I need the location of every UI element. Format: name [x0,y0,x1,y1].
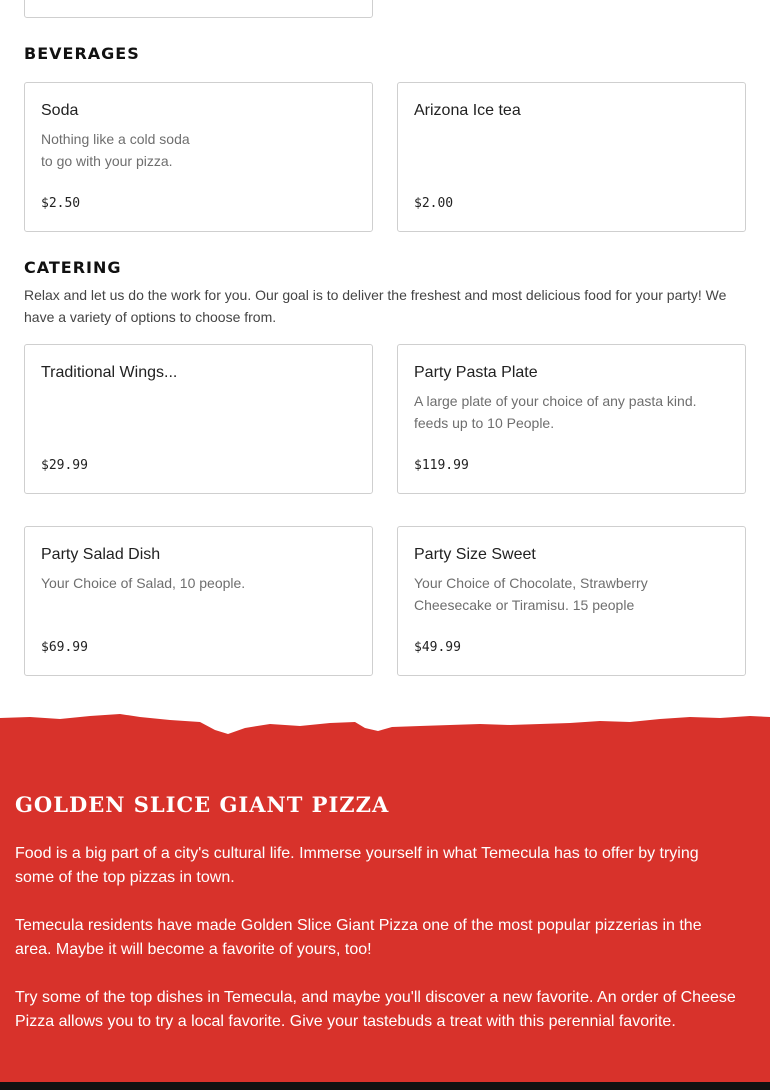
bottom-bar [0,1082,770,1090]
menu-item-name: Arizona Ice tea [414,102,521,119]
section-heading-catering: CATERING [24,258,122,277]
menu-item-description: A large plate of your choice of any pasta kind. feeds up to 10 People. [414,393,697,431]
menu-item-card[interactable] [397,82,746,232]
menu-item-name: Party Pasta Plate [414,364,538,381]
section-description-catering: Relax and let us do the work for you. Our goal is to deliver the freshest and most delicious food for your party! We have a variety of options to choose from. [24,287,727,325]
footer-title: GOLDEN SLICE GIANT PIZZA [15,792,390,817]
menu-item-card[interactable] [24,82,373,232]
menu-item-description: Nothing like a cold soda to go with your pizza. [41,131,190,169]
menu-item-card-partial[interactable] [24,0,373,18]
footer-paragraph: Temecula residents have made Golden Slice Giant Pizza one of the most popular pizzerias in the area. Maybe it will become a favorite of yours, too! [15,917,702,958]
menu-item-name: Party Size Sweet [414,546,536,563]
footer-paragraph: Food is a big part of a city's cultural life. Immerse yourself in what Temecula has to offer by trying some of the top pizzas in town. [15,845,699,886]
menu-item-description: Your Choice of Salad, 10 people. [41,575,246,591]
menu-item-price: $119.99 [414,458,469,473]
menu-item-name: Traditional Wings... [41,364,178,381]
section-heading-beverages: BEVERAGES [24,44,140,63]
menu-item-description: Your Choice of Chocolate, Strawberry Cheesecake or Tiramisu. 15 people [414,575,648,613]
footer [0,700,770,1090]
menu-item-card[interactable] [397,526,746,676]
menu-item-card[interactable] [24,344,373,494]
menu-item-card[interactable] [397,344,746,494]
menu-item-price: $49.99 [414,640,461,655]
menu-item-price: $2.50 [41,196,81,211]
menu-item-name: Soda [41,102,79,119]
menu-item-price: $29.99 [41,458,88,473]
menu-item-price: $2.00 [414,196,454,211]
menu-item-price: $69.99 [41,640,88,655]
menu-item-name: Party Salad Dish [41,546,161,563]
footer-paragraph: Try some of the top dishes in Temecula, and maybe you'll discover a new favorite. An order of Cheese Pizza allows you to try a local favorite. Give your tastebuds a treat with this perennial favorite. [15,989,736,1030]
menu-item-card[interactable] [24,526,373,676]
